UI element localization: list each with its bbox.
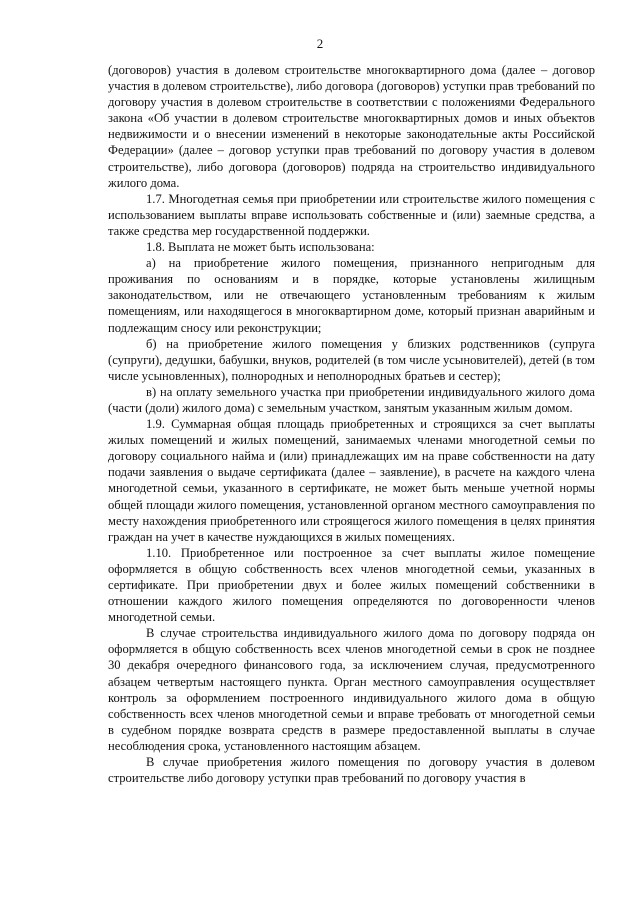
paragraph: 1.9. Суммарная общая площадь приобретенных и строящихся за счет выплаты жилых помещений и жилых помещений, занимаемых членами многодетной семьи по договору социального найма и (или) принадлежащих им на праве собственности на дату подачи заявления о выдаче сертификата (далее – заявление), в расчете на каждого члена многодетной семьи, указанного в сертификате, не может быть меньше учетной нормы общей площади жилого помещения, установленной органом местного самоуправления по месту нахождения приобретенного или строящегося жилого помещения в целях принятия граждан на учет в качестве нуждающихся в жилых помещениях.	[108, 417, 595, 544]
page-number: 2	[316, 36, 324, 51]
paragraph: (договоров) участия в долевом строительстве многоквартирного дома (далее – договор участия в долевом строительстве), либо договора (договоров) уступки прав требований по договору участия в долевом строительстве в соответствии с положениями Федерального закона «Об участии в долевом строительстве многоквартирных домов и иных объектов недвижимости и о внесении изменений в некоторые законодательные акты Российской Федерации» (далее – договор уступки прав требований по договору участия в долевом строительстве), либо договора (договоров) подряда на строительство индивидуального жилого дома.	[108, 63, 595, 190]
paragraph: 1.10. Приобретенное или построенное за счет выплаты жилое помещение оформляется в общую собственность всех членов многодетной семьи, указанных в сертификате. При приобретении двух и более жилых помещений собственники в отношении каждого жилого помещения определяются по договоренности членов многодетной семьи.	[108, 545, 595, 625]
paragraph: а) на приобретение жилого помещения, признанного непригодным для проживания по основаниям и в порядке, которые установлены жилищным законодательством, или не отвечающего установленным требованиям к жилым помещениям, или находящегося в многоквартирном доме, который признан аварийным и подлежащим сносу или реконструкции;	[108, 256, 595, 335]
document-body	[108, 62, 595, 786]
paragraph: В случае строительства индивидуального жилого дома по договору подряда он оформляется в общую собственность всех членов многодетной семьи в срок не позднее 30 декабря очередного финансового года, за исключением случая, предусмотренного абзацем четвертым настоящего пункта. Орган местного самоуправления осуществляет контроль за оформлением построенного индивидуального жилого дома в общую собственность всех членов многодетной семьи и вправе требовать от многодетной семьи в судебном порядке возврата средств в размере предоставленной выплаты в случае несоблюдения срока, установленного настоящим абзацем.	[108, 626, 595, 753]
paragraph: 1.7. Многодетная семья при приобретении или строительстве жилого помещения с использованием выплаты вправе использовать собственные и (или) заемные средства, а также средства мер государственной поддержки.	[108, 191, 595, 238]
paragraph: в) на оплату земельного участка при приобретении индивидуального жилого дома (части (доли) жилого дома) с земельным участком, занятым указанным жилым домом.	[108, 384, 595, 415]
paragraph: В случае приобретения жилого помещения по договору участия в долевом строительстве либо договору уступки прав требований по договору участия в	[108, 755, 595, 786]
paragraph: 1.8. Выплата не может быть использована:	[146, 240, 375, 255]
paragraph: б) на приобретение жилого помещения у близких родственников (супруга (супруги), дедушки, бабушки, внуков, родителей (в том числе усыновителей), детей (в том числе усыновленных), полнородных и неполнородных братьев и сестер);	[108, 336, 595, 383]
